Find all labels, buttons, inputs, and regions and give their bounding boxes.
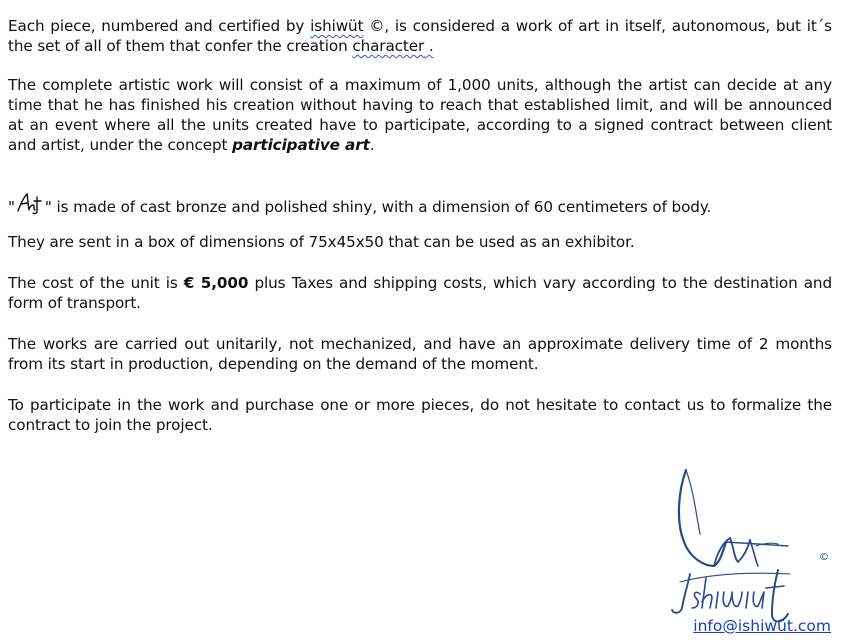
signature-text: Ishiwüt (662, 466, 666, 467)
paragraph-material (8, 191, 832, 217)
paragraph-contact: To participate in the work and purchase one or more pieces, do not hesitate to contact us to formalize the contract to join the project. (8, 396, 832, 434)
signature-logo (660, 462, 840, 632)
text-run: Each piece, numbered and certified by (8, 17, 311, 35)
paragraph-price (8, 273, 832, 313)
text-run: " (8, 198, 15, 216)
paragraph-delivery: The works are carried out unitarily, not mechanized, and have an approximate delivery time of 2 months from its start in production, depending on the demand of the moment. (8, 335, 832, 373)
text-run: The complete artistic work will consist of a maximum of 1,000 units, although the artist can decide at any time that he has finished his creation without having to reach that established limit, and will be announced at an event where all the units created have to participate, according to a signed contract between client and artist, under the concept (8, 76, 832, 154)
price-value: € 5,000 (183, 274, 249, 292)
brand-name: ishiwüt (310, 17, 364, 35)
text-run: plus Taxes and shipping costs, which vary according to the destination and form of transport. (8, 274, 832, 312)
text-run: ©, is considered a work of art in itself, autonomous, but it´s the set of all of them that confer the creation (8, 17, 832, 55)
concept-emphasis: participative art (232, 136, 370, 154)
spellcheck-word: character (352, 37, 425, 55)
text-run: . (369, 136, 375, 154)
paragraph-artistic-work (8, 75, 832, 155)
paragraph-box: They are sent in a box of dimensions of 75x45x50 that can be used as an exhibitor. (8, 233, 635, 251)
text-run: The cost of the unit is (8, 274, 184, 292)
document-body (8, 16, 832, 435)
ant-script-glyph (15, 191, 45, 215)
email-link[interactable]: info@ishiwüt.com (693, 617, 831, 635)
copyright-mark: © (819, 552, 829, 563)
text-run: . (424, 37, 434, 55)
text-run: " is made of cast bronze and polished shiny, with a dimension of 60 centimeters of body. (44, 198, 712, 216)
paragraph-certification (8, 16, 832, 56)
